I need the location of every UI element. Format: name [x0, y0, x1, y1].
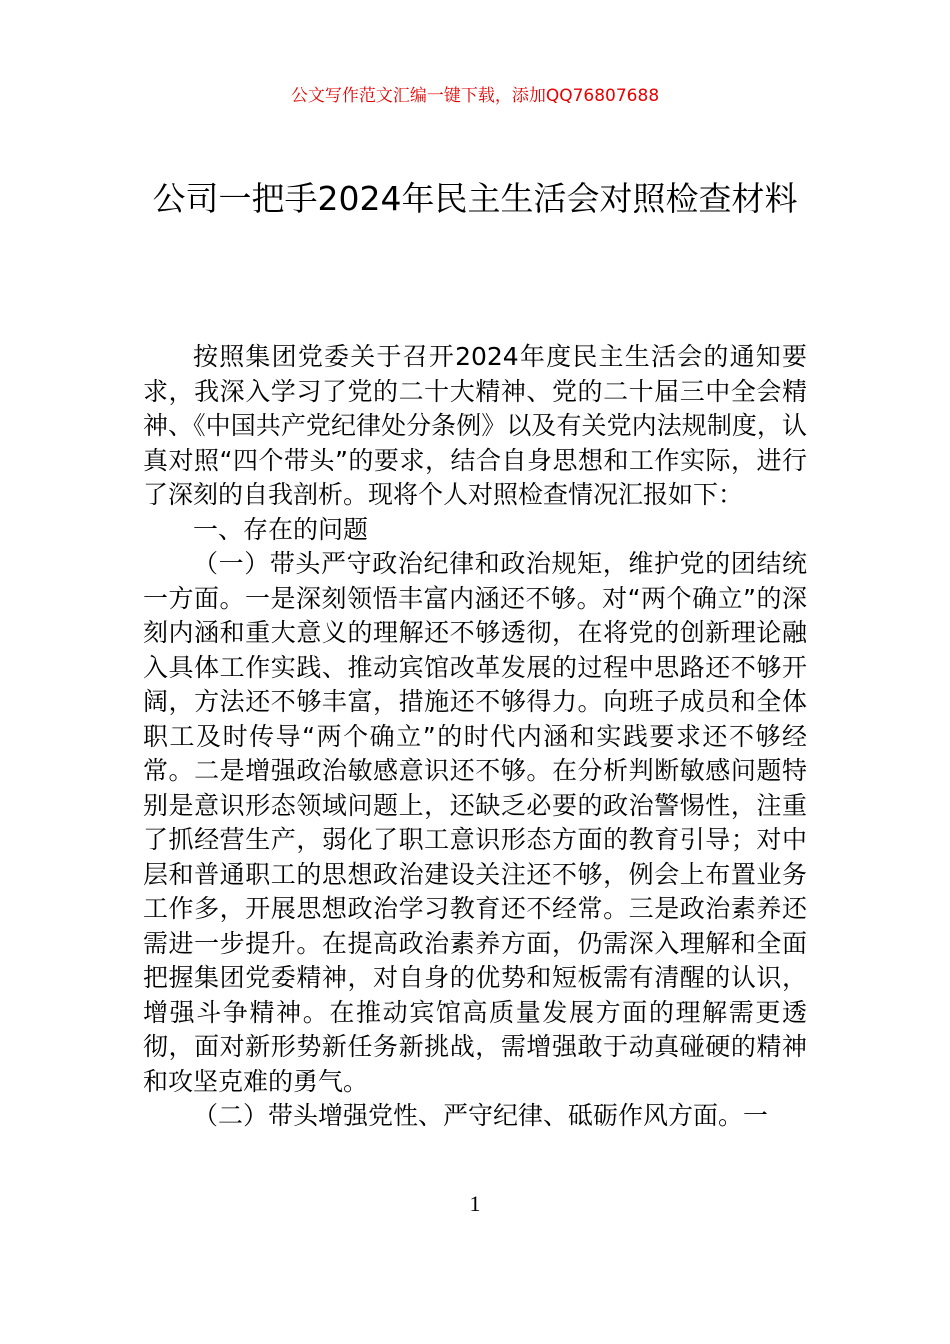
- document-body: [143, 340, 807, 1134]
- header-banner: 公文写作范文汇编一键下载，添加QQ76807688: [290, 86, 660, 106]
- page-number: 1: [469, 1191, 481, 1216]
- paragraph-subsection-1: （一）带头严守政治纪律和政治规矩，维护党的团结统一方面。一是深刻领悟丰富内涵还不够。对“两个确立”的深刻内涵和重大意义的理解还不够透彻，在将党的创新理论融入具体工作实践、推动宾馆改革发展的过程中思路还不够开阔，方法还不够丰富，措施还不够得力。向班子成员和全体职工及时传导“两个确立”的时代内涵和实践要求还不够经常。二是增强政治敏感意识还不够。在分析判断敏感问题特别是意识形态领域问题上，还缺乏必要的政治警惕性，注重了抓经营生产，弱化了职工意识形态方面的教育引导；对中层和普通职工的思想政治建设关注还不够，例会上布置业务工作多，开展思想政治学习教育还不经常。三是政治素养还需进一步提升。在提高政治素养方面，仍需深入理解和全面把握集团党委精神，对自身的优势和短板需有清醒的认识，增强斗争精神。在推动宾馆高质量发展方面的理解需更透彻，面对新形势新任务新挑战，需增强敢于动真碰硬的精神和攻坚克难的勇气。: [143, 549, 807, 1096]
- paragraph-subsection-2: （二）带头增强党性、严守纪律、砥砺作风方面。一: [193, 1101, 769, 1130]
- document-title: 公司一把手2024年民主生活会对照检查材料: [152, 179, 798, 218]
- section-heading-problems: 一、存在的问题: [193, 514, 369, 544]
- paragraph-intro: 按照集团党委关于召开2024年度民主生活会的通知要求，我深入学习了党的二十大精神、党的二十届三中全会精神、《中国共产党纪律处分条例》以及有关党内法规制度，认真对照“四个带头”的要求，结合自身思想和工作实际，进行了深刻的自我剖析。现将个人对照检查情况汇报如下：: [143, 342, 807, 509]
